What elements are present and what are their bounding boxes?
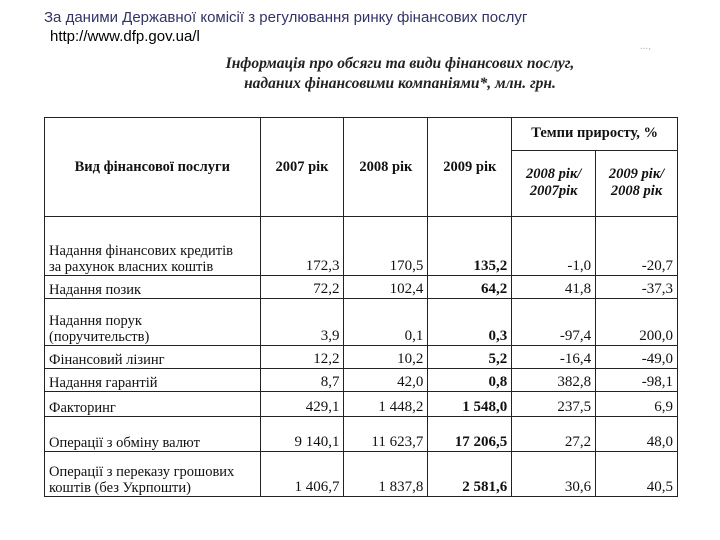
cell-growth-1: -97,4 — [512, 299, 596, 346]
table-row — [45, 369, 678, 392]
table-row — [45, 417, 678, 452]
row-name: Операції з обміну валют — [45, 417, 261, 452]
header-g2-line1: 2009 рік/ — [608, 166, 665, 183]
cell-2009: 5,2 — [428, 346, 512, 369]
cell-2007: 12,2 — [260, 346, 344, 369]
table-title-line2: наданих фінансовими компаніями*, млн. грн. — [244, 75, 556, 92]
cell-growth-2: -20,7 — [596, 217, 678, 276]
table-row — [45, 392, 678, 417]
table-row — [45, 346, 678, 369]
cell-2008: 170,5 — [344, 217, 428, 276]
corner-mark: ..., — [640, 40, 651, 52]
table-row — [45, 217, 678, 276]
cell-growth-2: 40,5 — [596, 452, 678, 497]
cell-2007: 72,2 — [260, 276, 344, 299]
cell-growth-2: 6,9 — [596, 392, 678, 417]
source-url[interactable]: http://www.dfp.gov.ua/l — [50, 28, 200, 45]
cell-2007: 3,9 — [260, 299, 344, 346]
header-growth: Темпи приросту, % — [512, 118, 678, 151]
header-service: Вид фінансової послуги — [45, 118, 261, 217]
cell-growth-1: 382,8 — [512, 369, 596, 392]
table-row — [45, 452, 678, 497]
cell-growth-2: -37,3 — [596, 276, 678, 299]
cell-2008: 10,2 — [344, 346, 428, 369]
header-g2-line2: 2008 рік — [610, 183, 663, 200]
cell-growth-1: 237,5 — [512, 392, 596, 417]
row-name: Фінансовий лізинг — [45, 346, 261, 369]
header-2009: 2009 рік — [428, 118, 512, 217]
cell-2007: 9 140,1 — [260, 417, 344, 452]
cell-2009: 64,2 — [428, 276, 512, 299]
header-growth-2009-2008 — [596, 150, 678, 216]
header-2007: 2007 рік — [260, 118, 344, 217]
cell-2009: 0,3 — [428, 299, 512, 346]
header-2008: 2008 рік — [344, 118, 428, 217]
cell-2009: 135,2 — [428, 217, 512, 276]
row-name: Надання гарантій — [45, 369, 261, 392]
cell-2009: 2 581,6 — [428, 452, 512, 497]
cell-2008: 42,0 — [344, 369, 428, 392]
table-title — [190, 54, 610, 94]
cell-growth-1: 30,6 — [512, 452, 596, 497]
financial-services-table — [44, 117, 678, 497]
cell-2008: 1 448,2 — [344, 392, 428, 417]
cell-growth-2: 48,0 — [596, 417, 678, 452]
cell-growth-2: -98,1 — [596, 369, 678, 392]
cell-2007: 8,7 — [260, 369, 344, 392]
row-name: Надання порук (поручительств) — [45, 299, 261, 346]
row-name: Операції з переказу грошових коштів (без Укрпошти) — [45, 452, 261, 497]
row-name: Надання позик — [45, 276, 261, 299]
cell-growth-1: -16,4 — [512, 346, 596, 369]
cell-2009: 0,8 — [428, 369, 512, 392]
cell-2009: 1 548,0 — [428, 392, 512, 417]
table-row — [45, 299, 678, 346]
cell-growth-1: 27,2 — [512, 417, 596, 452]
cell-2009: 17 206,5 — [428, 417, 512, 452]
cell-growth-1: -1,0 — [512, 217, 596, 276]
cell-2008: 1 837,8 — [344, 452, 428, 497]
header-g1-line2: 2007рік — [529, 183, 578, 200]
table-title-line1: Інформація про обсяги та види фінансових послуг, — [225, 55, 575, 72]
row-name: Факторинг — [45, 392, 261, 417]
cell-growth-2: 200,0 — [596, 299, 678, 346]
cell-2007: 172,3 — [260, 217, 344, 276]
cell-growth-1: 41,8 — [512, 276, 596, 299]
cell-2008: 102,4 — [344, 276, 428, 299]
cell-2007: 429,1 — [260, 392, 344, 417]
header-growth-2008-2007 — [512, 150, 596, 216]
cell-growth-2: -49,0 — [596, 346, 678, 369]
table-row — [45, 276, 678, 299]
source-text: За даними Державної комісії з регулювання ринку фінансових послуг — [44, 9, 528, 26]
header-g1-line1: 2008 рік/ — [526, 166, 582, 183]
cell-2008: 0,1 — [344, 299, 428, 346]
cell-2008: 11 623,7 — [344, 417, 428, 452]
cell-2007: 1 406,7 — [260, 452, 344, 497]
row-name: Надання фінансових кредитів за рахунок власних коштів — [45, 217, 261, 276]
